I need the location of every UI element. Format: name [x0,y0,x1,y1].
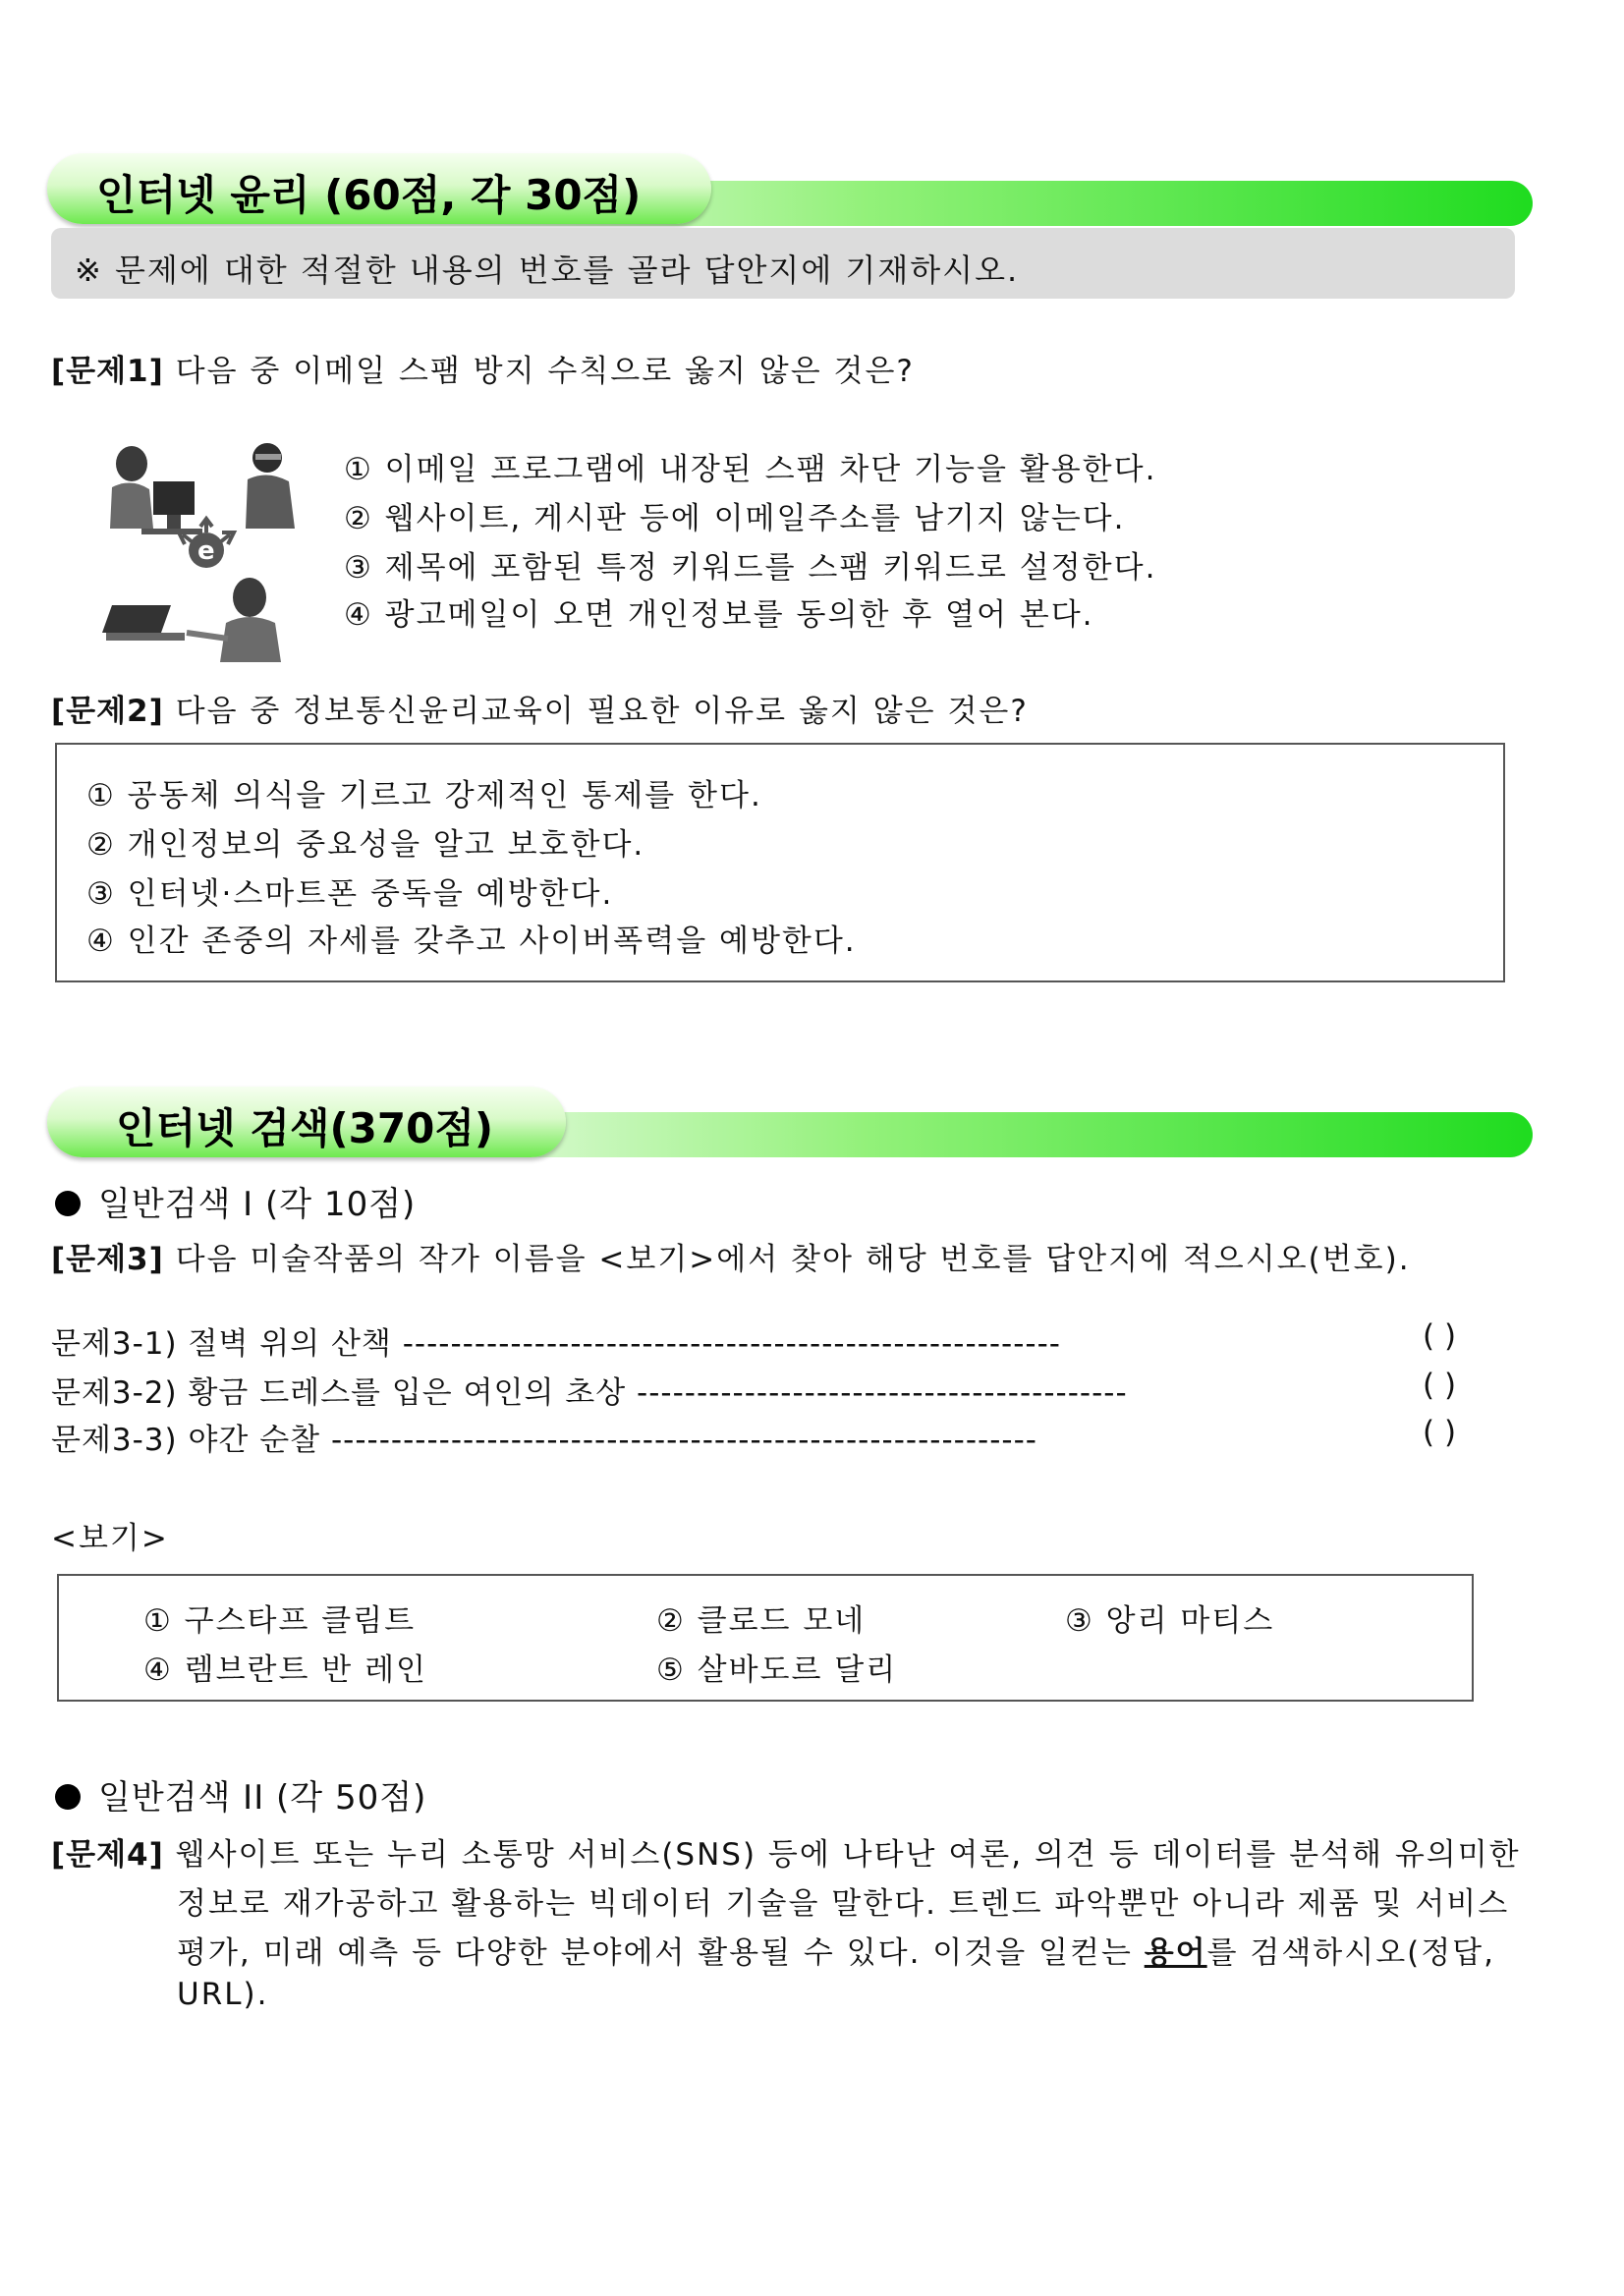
q3-bogi-1: ① 구스타프 클림트 [143,1603,417,1639]
section1-title: 인터넷 윤리 (60점, 각 30점) [96,171,642,219]
q4-label: [문제4] [51,1837,164,1873]
q1-label: [문제1] [51,354,164,389]
q2-option-3: ③ 인터넷·스마트폰 중독을 예방한다. [86,876,614,912]
q1-option-4: ④ 광고메일이 오면 개인정보를 동의한 후 열어 본다. [344,597,1094,633]
q3-text: 다음 미술작품의 작가 이름을 <보기>에서 찾아 해당 번호를 답안지에 적으시오(번호). [163,1242,1411,1277]
q2-label: [문제2] [51,694,164,729]
general1-heading [55,1177,416,1225]
general1-heading-text: 일반검색 I (각 10점) [98,1185,417,1224]
q2-title [51,686,1029,730]
q2-option-4: ④ 인간 존중의 자세를 갖추고 사이버폭력을 예방한다. [86,924,857,959]
q1-option-3: ③ 제목에 포함된 특정 키워드를 스팸 키워드로 설정한다. [344,550,1157,586]
svg-text:e: e [197,536,215,566]
q3-label: [문제3] [51,1242,164,1277]
q3-sub-3: 문제3-3) 야간 순찰 ----------------------------------------------------------- [51,1423,1037,1458]
q3-bogi-4: ④ 렘브란트 반 레인 [143,1652,427,1688]
q4-line-2: 정보로 재가공하고 활용하는 빅데이터 기술을 말한다. 트렌드 파악뿐만 아니라 제품 및 서비스 [177,1886,1510,1922]
general2-heading [55,1770,426,1819]
q3-sub-2: 문제3-2) 황금 드레스를 입은 여인의 초상 ----------------------------------------- [51,1375,1128,1411]
q1-option-1: ① 이메일 프로그램에 내장된 스팸 차단 기능을 활용한다. [344,452,1157,487]
q3-sub-1: 문제3-1) 절벽 위의 산책 ------------------------------------------------------- [51,1326,1061,1362]
q2-option-2: ② 개인정보의 중요성을 알고 보호한다. [86,827,645,863]
q3-sub-2-answer: ( ) [1423,1368,1457,1403]
people-email-illustration [102,430,314,662]
q3-sub-3-answer: ( ) [1423,1415,1457,1450]
q4-text-1: 웹사이트 또는 누리 소통망 서비스(SNS) 등에 나타난 여론, 의견 등 데이터를 분석해 유의미한 [163,1837,1521,1873]
notice-text: ※ 문제에 대한 적절한 내용의 번호를 골라 답안지에 기재하시오. [75,252,1020,289]
section2-title: 인터넷 검색(370점) [116,1104,494,1152]
q3-sub-1-answer: ( ) [1423,1318,1457,1354]
q3-bogi-3: ③ 앙리 마티스 [1065,1603,1275,1639]
q3-bogi-2: ② 클로드 모네 [656,1603,867,1639]
q4-term-underlined: 용어 [1144,1935,1207,1971]
q4-line-3b: 를 검색하시오(정답, [1206,1935,1495,1971]
q1-text: 다음 중 이메일 스팸 방지 수칙으로 옳지 않은 것은? [163,354,915,389]
q1-title [51,346,915,390]
bullet-icon [55,1191,81,1216]
q2-text: 다음 중 정보통신윤리교육이 필요한 이유로 옳지 않은 것은? [163,694,1029,729]
q1-option-2: ② 웹사이트, 게시판 등에 이메일주소를 남기지 않는다. [344,501,1126,536]
section1-notice [51,228,1515,299]
q2-option-1: ① 공동체 의식을 기르고 강제적인 통제를 한다. [86,778,762,813]
q4-line-3 [177,1928,1495,1972]
q3-bogi-5: ⑤ 살바도르 달리 [656,1652,898,1688]
general2-heading-text: 일반검색 II (각 50점) [98,1778,427,1818]
q3-title [51,1234,1411,1278]
q4-line-3a: 평가, 미래 예측 등 다양한 분야에서 활용될 수 있다. 이것을 일컫는 [177,1935,1145,1971]
q3-bogi-label: <보기> [51,1521,169,1556]
bullet-icon [55,1784,81,1810]
q4-line-1 [51,1829,1521,1874]
q4-line-4: URL). [177,1977,269,2012]
